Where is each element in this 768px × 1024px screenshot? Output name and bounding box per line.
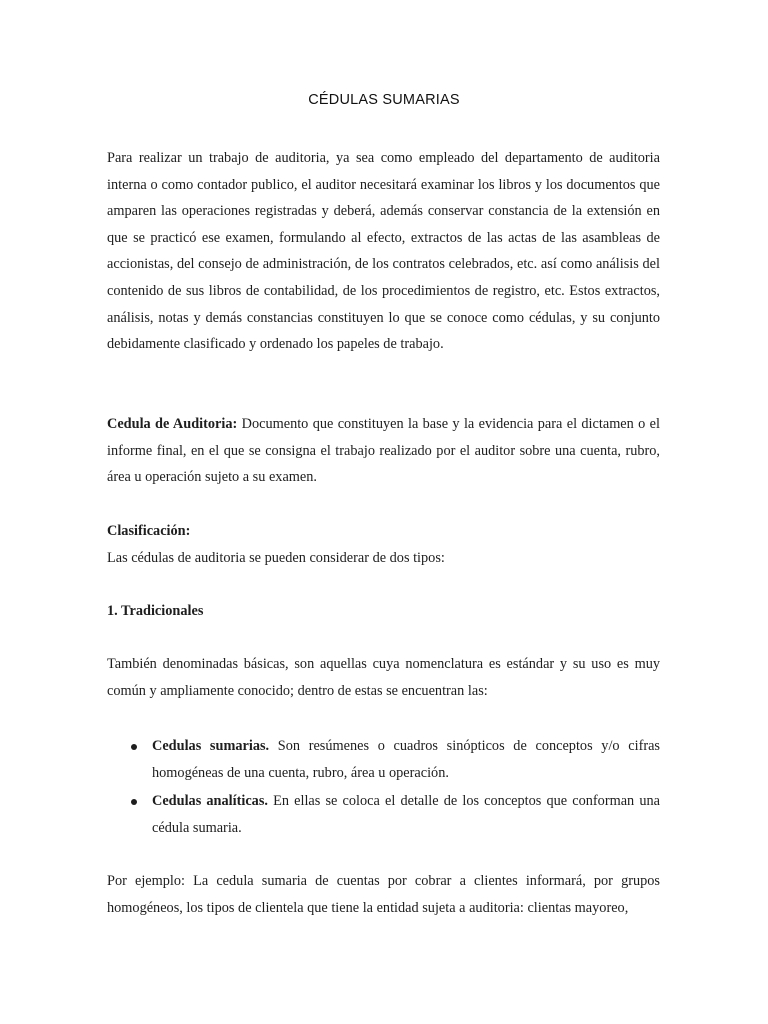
bullet-term: Cedulas analíticas. [152, 793, 268, 810]
list-item [107, 733, 660, 786]
bullet-text: En ellas se coloca el detalle de los conceptos que conforman una cédula sumaria. [152, 793, 660, 836]
cedula-term: Cedula de Auditoria: [107, 416, 238, 432]
tradicionales-heading-text: 1. Tradicionales [107, 603, 204, 619]
tradicionales-paragraph: También denominadas básicas, son aquellas cuya nomenclatura es estándar y su uso es muy común y ampliamente conocido; dentro de estas se encuentran las: [107, 656, 660, 699]
bullet-icon [131, 799, 137, 805]
tradicionales-heading [107, 598, 660, 625]
cedula-definition-paragraph [107, 411, 660, 491]
list-item [107, 788, 660, 841]
bullet-text: Son resúmenes o cuadros sinópticos de conceptos y/o cifras homogéneas de una cuenta, rubro, área u operación. [152, 738, 660, 781]
bullet-list [107, 733, 660, 843]
ejemplo-paragraph: Por ejemplo: La cedula sumaria de cuentas por cobrar a clientes informará, por grupos homogéneos, los tipos de clientela que tiene la entidad sujeta a auditoria: clientas mayoreo, [107, 873, 660, 916]
clasificacion-heading [107, 518, 660, 545]
clasificacion-text: Las cédulas de auditoria se pueden considerar de dos tipos: [107, 550, 445, 566]
page-title: CÉDULAS SUMARIAS [308, 92, 460, 108]
bullet-icon [131, 744, 137, 750]
cedula-definition-text: Documento que constituyen la base y la evidencia para el dictamen o el informe final, en el que se consigna el trabajo realizado por el auditor sobre una cuenta, rubro, área u operación sujeto a su examen. [107, 416, 660, 486]
intro-paragraph: Para realizar un trabajo de auditoria, ya sea como empleado del departamento de auditoria interna o como contador publico, el auditor necesitará examinar los libros y los documentos que amparen las operaciones registradas y deberá, además conservar constancia de la extensión en que se practicó ese examen, formulando al efecto, extractos de las actas de las asambleas de accionistas, del consejo de administración, de los contratos celebrados, etc. así como análisis del contenido de sus libros de contabilidad, de los procedimientos de registro, etc. Estos extractos, análisis, notas y demás constancias constituyen lo que se conoce como cédulas, y su conjunto debidamente clasificado y ordenado los papeles de trabajo. [107, 150, 660, 353]
bullet-term: Cedulas sumarias. [152, 738, 270, 754]
clasificacion-heading-text: Clasificación: [107, 523, 191, 539]
